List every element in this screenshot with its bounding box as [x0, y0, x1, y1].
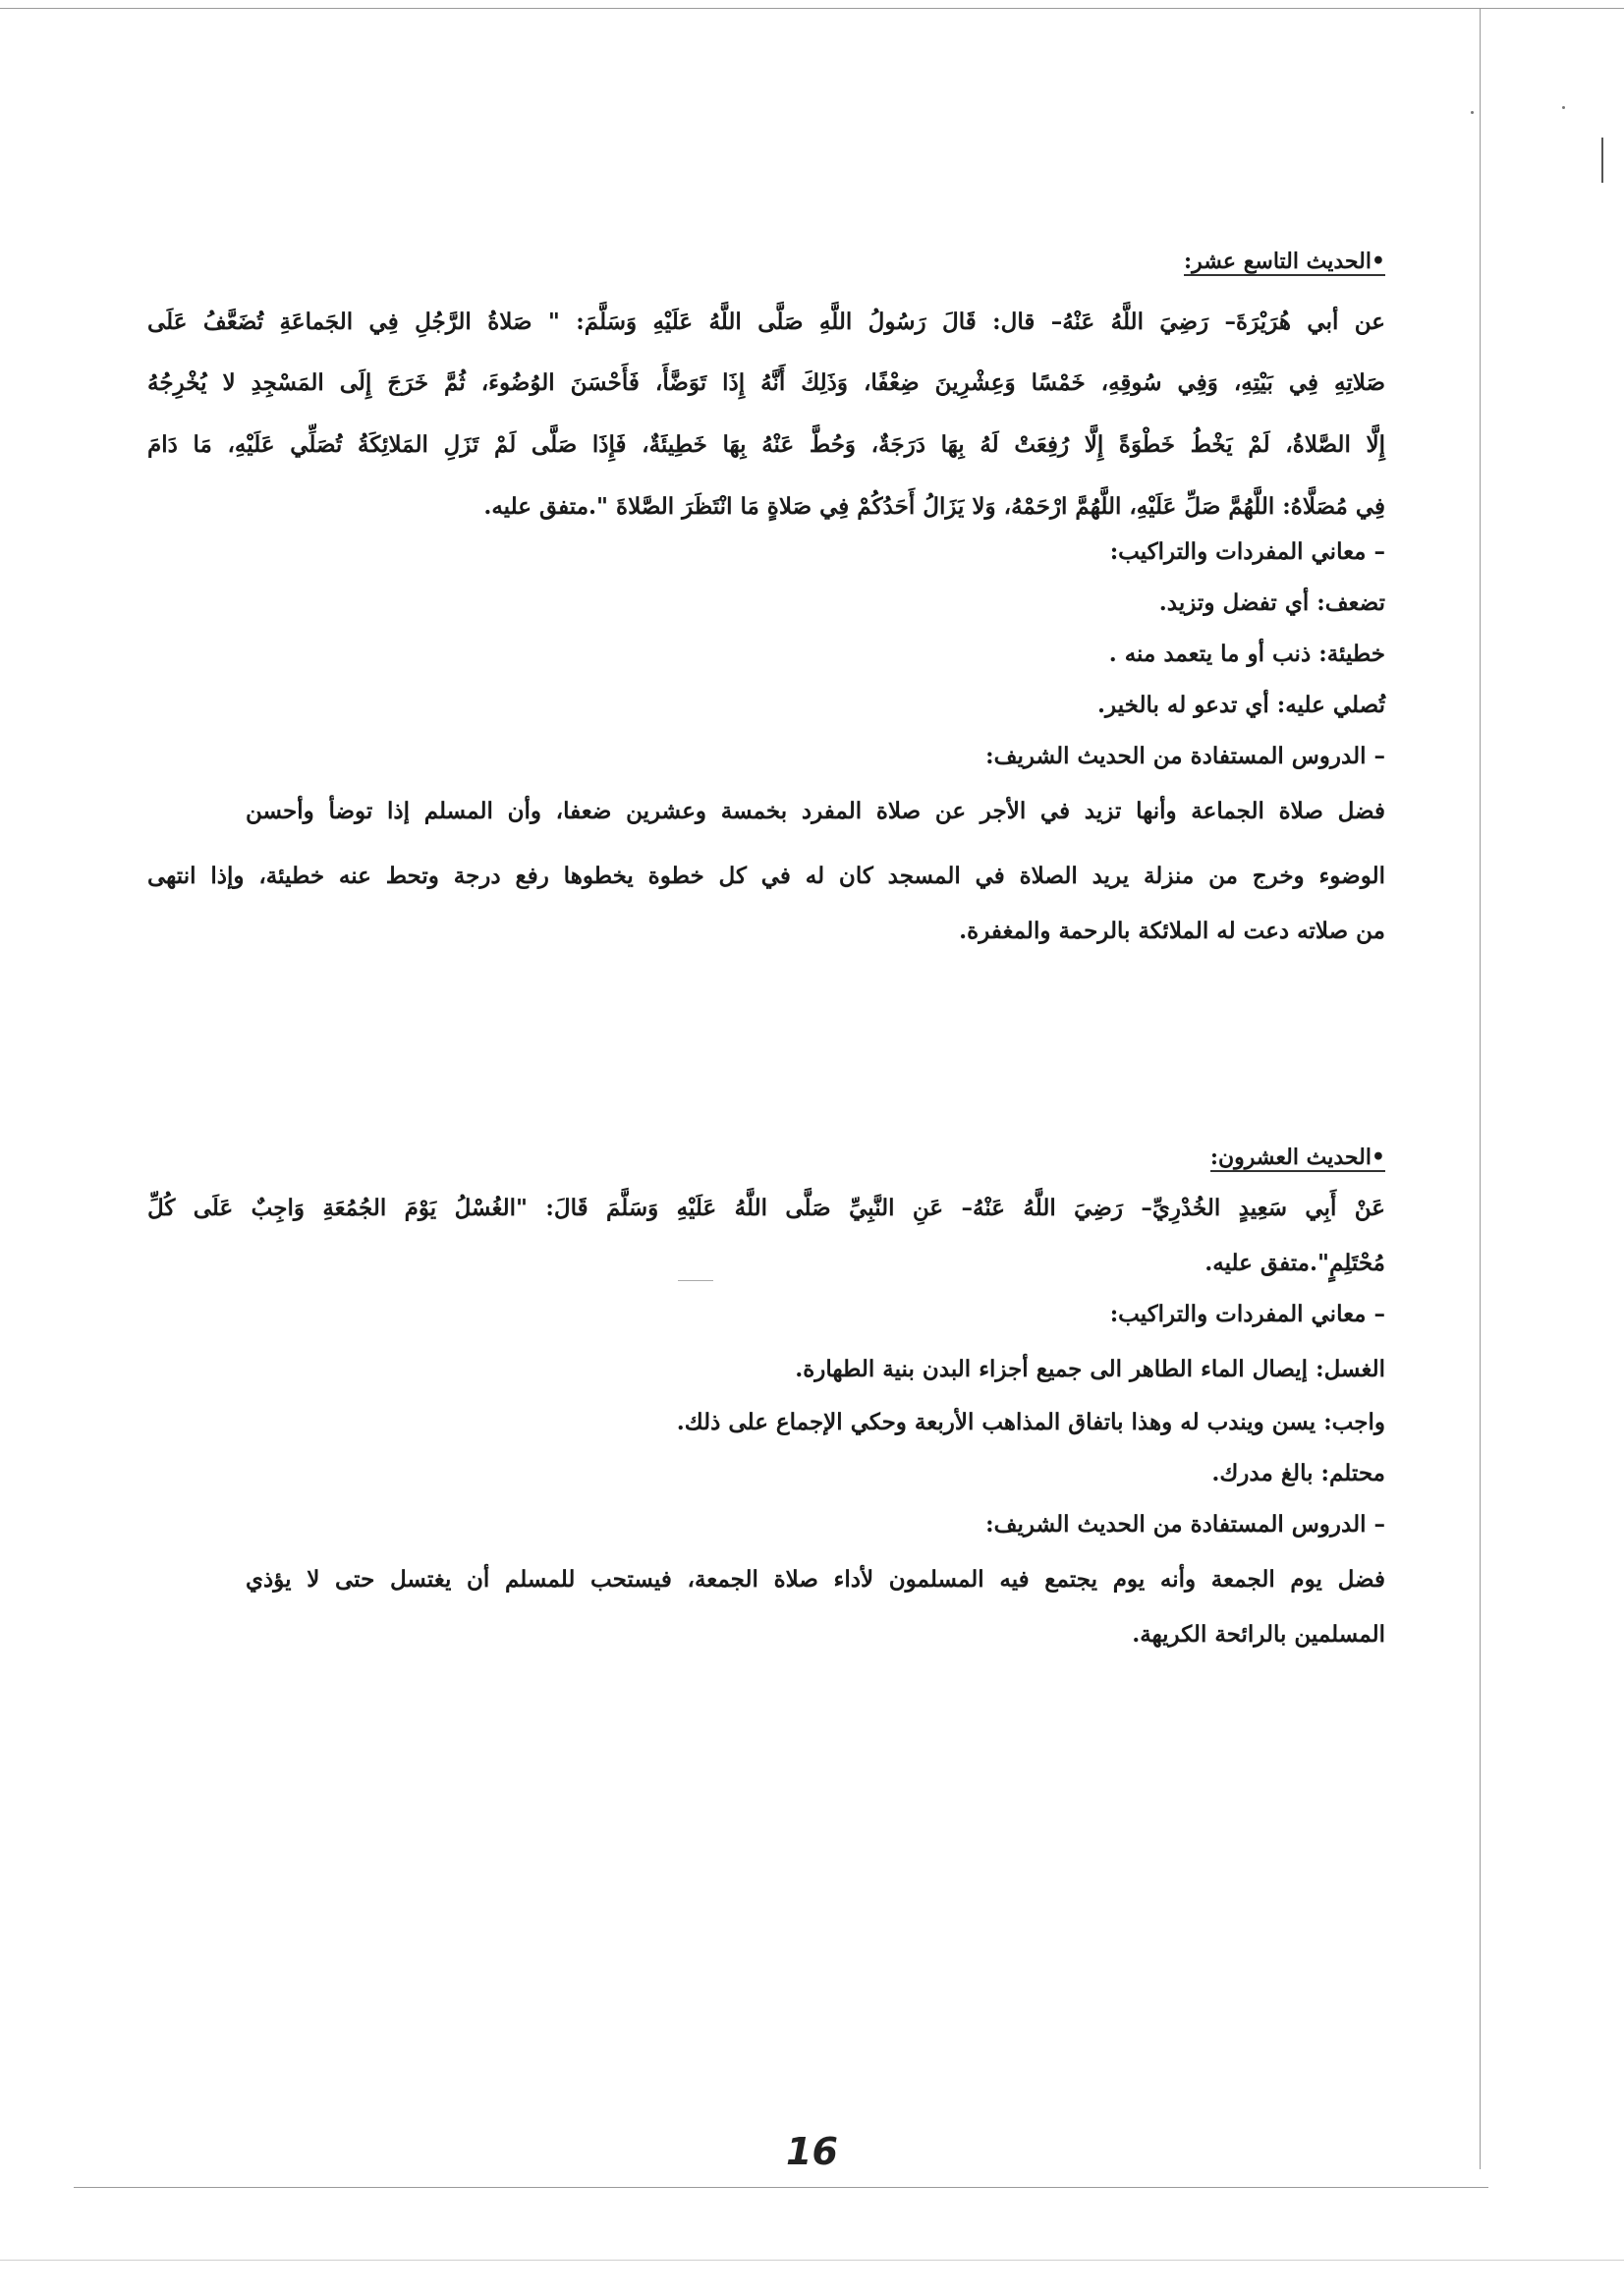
hadith-19-text-line-3: إِلَّا الصَّلاةُ، لَمْ يَخْطُ خَطْوَةً إِلَّا رُفِعَتْ لَهُ بِهَا دَرَجَةٌ، وَحُطَّ عَنْهُ بِهَا خَطِيئَةٌ، فَإِذَا صَلَّى لَمْ تَزَلِ المَلائِكَةُ تُصَلِّي عَلَيْهِ، مَا دَامَ: [147, 431, 1385, 458]
hadith-19-vocab-item-3: تُصلي عليه: أي تدعو له بالخير.: [1097, 692, 1385, 718]
hadith-19-lessons-line-2: الوضوء وخرج من منزلة يريد الصلاة في المسجد كان له في كل خطوة يخطوها رفع درجة وتحط عنه خطيئة، وإذا انتهى: [147, 863, 1385, 889]
scan-mark: [1601, 138, 1603, 183]
frame-right-line: [1480, 8, 1481, 2169]
frame-bottom-line-2: [0, 2260, 1624, 2261]
hadith-19-vocab-heading: – معاني المفردات والتراكيب:: [1109, 538, 1385, 565]
smudge: [678, 1280, 713, 1281]
hadith-20-text-line-1: عَنْ أَبِي سَعِيدٍ الخُدْرِيِّ– رَضِيَ اللَّهُ عَنْهُ– عَنِ النَّبِيِّ صَلَّى اللَّهُ عَلَيْهِ وَسَلَّمَ قَالَ: "الغُسْلُ يَوْمَ الجُمُعَةِ وَاجِبٌ عَلَى كُلِّ: [147, 1195, 1385, 1221]
hadith-19-text-line-1: عن أبي هُرَيْرَةَ– رَضِيَ اللَّهُ عَنْهُ– قال: قَالَ رَسُولُ اللَّهِ صَلَّى اللَّهُ عَلَيْهِ وَسَلَّمَ: " صَلاةُ الرَّجُلِ فِي الجَماعَةِ تُضَعَّفُ عَلَى: [147, 308, 1385, 335]
hadith-20-vocab-item-1: الغسل: إيصال الماء الطاهر الى جميع أجزاء البدن بنية الطهارة.: [795, 1356, 1385, 1382]
hadith-20-vocab-heading: – معاني المفردات والتراكيب:: [1109, 1301, 1385, 1327]
hadith-20-title: •الحديث العشرون:: [1209, 1145, 1385, 1170]
hadith-19-vocab-item-2: خطيئة: ذنب أو ما يتعمد منه .: [1108, 641, 1385, 667]
frame-top-line: [0, 8, 1624, 9]
speck: [1471, 111, 1474, 114]
hadith-20-lessons-line-1: فضل يوم الجمعة وأنه يوم يجتمع فيه المسلمون لأداء صلاة الجمعة، فيستحب للمسلم أن يغتسل حتى لا يؤذي: [246, 1566, 1385, 1593]
hadith-19-lessons-line-1: فضل صلاة الجماعة وأنها تزيد في الأجر عن صلاة المفرد بخمسة وعشرين ضعفا، وأن المسلم إذا توضأ وأحسن: [246, 798, 1385, 824]
hadith-20-text-line-2: مُحْتَلِمٍ".متفق عليه.: [1204, 1250, 1385, 1276]
hadith-19-text-line-4: فِي مُصَلَّاهُ: اللَّهُمَّ صَلِّ عَلَيْهِ، اللَّهُمَّ ارْحَمْهُ، وَلا يَزَالُ أَحَدُكُمْ فِي صَلاةٍ مَا انْتَظَرَ الصَّلاةَ ".متفق عليه.: [483, 493, 1385, 520]
speck: [1562, 106, 1565, 109]
page-number: 16: [786, 2130, 838, 2173]
hadith-19-title: •الحديث التاسع عشر:: [1184, 249, 1385, 274]
hadith-20-vocab-item-3: محتلم: بالغ مدرك.: [1211, 1460, 1385, 1486]
hadith-19-lessons-line-3: من صلاته دعت له الملائكة بالرحمة والمغفرة.: [959, 918, 1385, 944]
hadith-19-vocab-item-1: تضعف: أي تفضل وتزيد.: [1158, 589, 1385, 616]
hadith-19-lessons-heading: – الدروس المستفادة من الحديث الشريف:: [985, 743, 1385, 769]
hadith-20-lessons-heading: – الدروس المستفادة من الحديث الشريف:: [985, 1511, 1385, 1538]
frame-bottom-line: [74, 2187, 1488, 2188]
hadith-20-lessons-line-2: المسلمين بالرائحة الكريهة.: [1132, 1621, 1385, 1648]
hadith-20-vocab-item-2: واجب: يسن ويندب له وهذا باتفاق المذاهب الأربعة وحكي الإجماع على ذلك.: [676, 1409, 1385, 1435]
hadith-19-text-line-2: صَلاتِهِ فِي بَيْتِهِ، وَفِي سُوقِهِ، خَمْسًا وَعِشْرِينَ ضِعْفًا، وَذَلِكَ أَنَّهُ إِذَا تَوَضَّأَ، فَأَحْسَنَ الوُضُوءَ، ثُمَّ خَرَجَ إِلَى المَسْجِدِ لا يُخْرِجُهُ: [147, 369, 1385, 396]
